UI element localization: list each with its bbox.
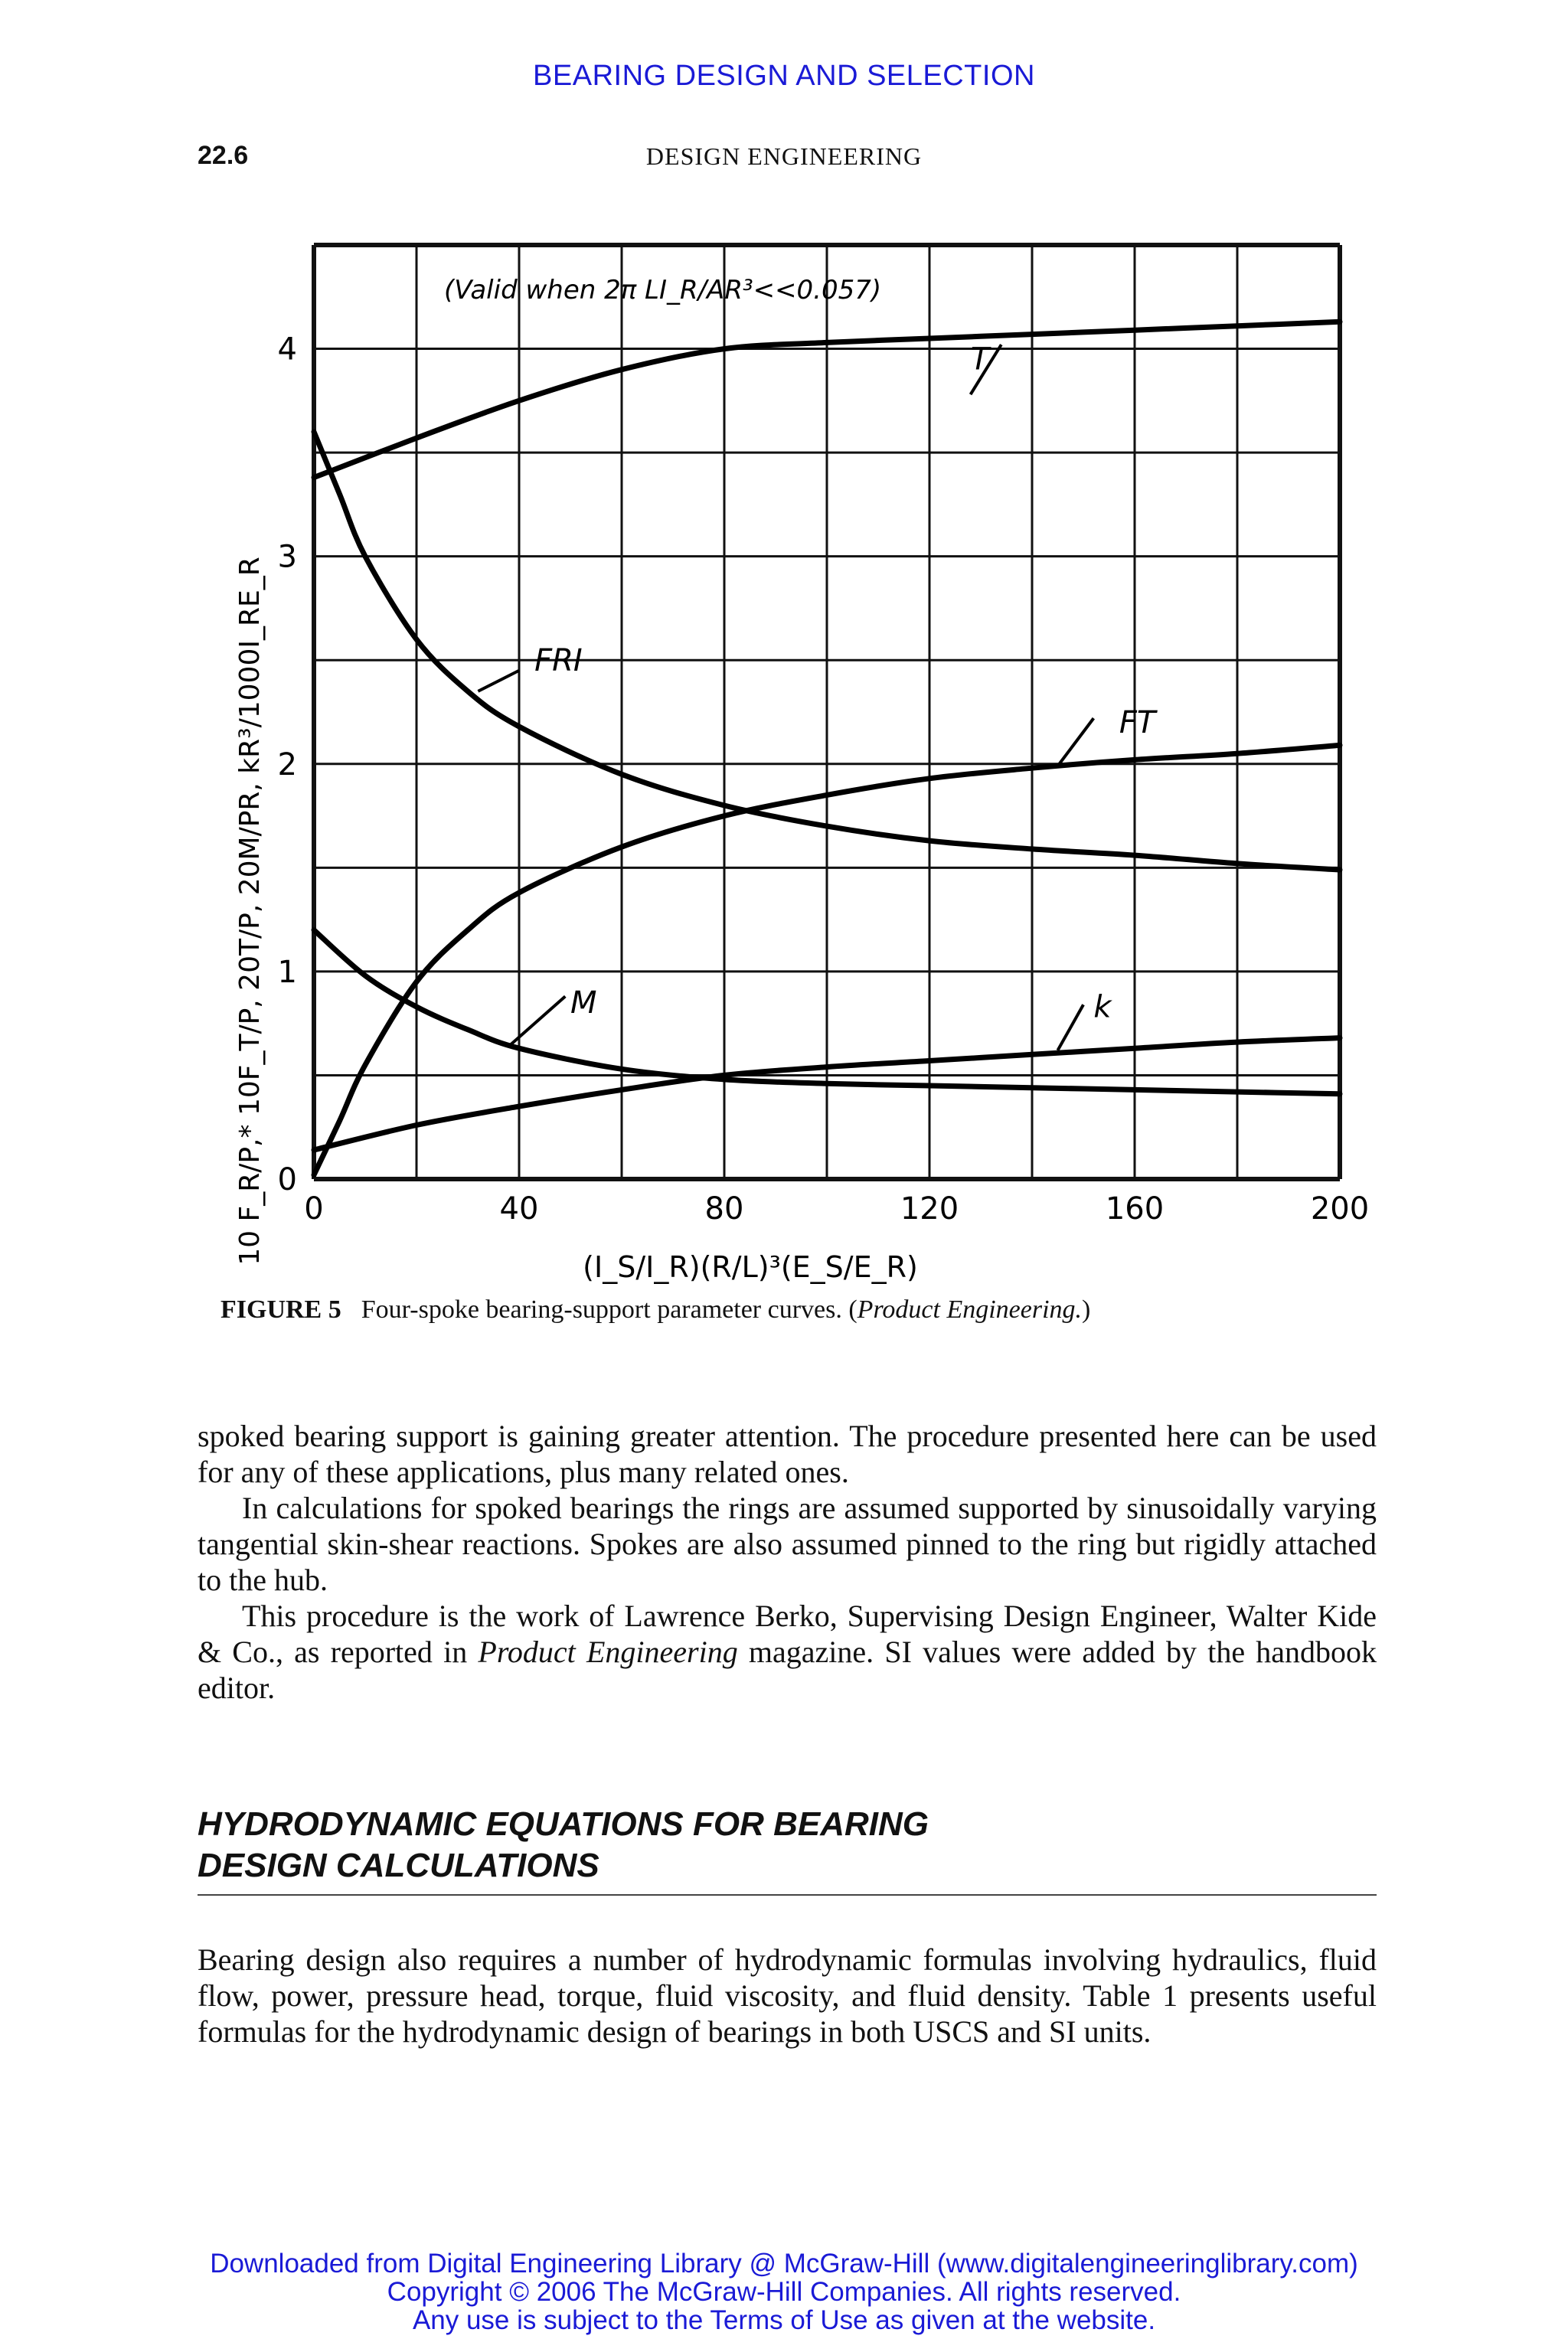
curve-label-f-ri: FRI — [534, 642, 583, 678]
footer — [0, 2249, 1568, 2334]
leader-line-f-t — [1058, 718, 1094, 766]
chart-grid — [314, 245, 1340, 1179]
body-text-upper — [198, 1418, 1377, 1706]
leader-line-f-ri — [478, 671, 519, 691]
figure-label: FIGURE 5 — [220, 1295, 341, 1324]
curve-labels — [478, 342, 1158, 1050]
figure-caption-end: ) — [1082, 1295, 1091, 1324]
body-text-lower — [198, 1942, 1377, 2050]
paragraph-3 — [198, 1598, 1377, 1706]
figure-caption-source: Product Engineering. — [857, 1295, 1083, 1324]
paragraph-4: Bearing design also requires a number of hydrodynamic formulas involving hydraulics, fluid flow, power, pressure head, torque, fluid viscosity, and fluid density. Table 1 presents useful formulas for the hydrodynamic design of bearings in both USCS and SI units. — [198, 1942, 1377, 2049]
paragraph-3-italic: Product Engineering — [478, 1635, 738, 1669]
running-title: BEARING DESIGN AND SELECTION — [533, 60, 1035, 92]
x-tick-label: 40 — [499, 1191, 539, 1227]
paragraph-3-start: This procedure is the work of Lawrence Berko, Supervising Design Engineer, Walter Kide & Co., as reported in — [198, 1599, 1377, 1669]
section-heading-line-1: HYDRODYNAMIC EQUATIONS FOR BEARING — [198, 1805, 929, 1843]
heading-rule — [198, 1894, 1377, 1896]
y-tick-label: 2 — [277, 746, 297, 782]
curve-label-f-t: FT — [1119, 705, 1156, 741]
y-tick-label: 1 — [277, 954, 297, 990]
page-number: 22.6 — [198, 141, 249, 170]
figure-caption — [220, 1295, 1090, 1325]
y-tick-label: 0 — [277, 1162, 297, 1197]
section-heading-line-2: DESIGN CALCULATIONS — [198, 1847, 599, 1884]
paragraph-2: In calculations for spoked bearings the rings are assumed supported by sinusoidally varying tangential skin-shear reactions. Spokes are also assumed pinned to the ring but rigidly attached to the hub. — [198, 1491, 1377, 1597]
footer-terms-line[interactable]: Any use is subject to the Terms of Use as given at the website. — [412, 2305, 1156, 2335]
curve-label-k: k — [1093, 989, 1112, 1025]
parameter-curves-chart — [214, 222, 1378, 1286]
y-tick-label: 3 — [277, 539, 297, 575]
paragraph-3-end: magazine. SI values were added by the handbook editor. — [198, 1635, 1377, 1705]
leader-line-k — [1058, 1004, 1084, 1050]
curve-label-t: T — [970, 341, 990, 377]
leader-line-m — [509, 996, 566, 1046]
paragraph-1: spoked bearing support is gaining greater attention. The procedure presented here can be used for any of these applications, plus many related ones. — [198, 1419, 1377, 1489]
x-axis-label: (I_S/I_R)(R/L)³(E_S/E_R) — [583, 1250, 918, 1284]
footer-download-line[interactable]: Downloaded from Digital Engineering Library @ McGraw-Hill (www.digitalengineeringlibrary.com) — [210, 2249, 1358, 2278]
y-tick-label: 4 — [277, 332, 297, 368]
section-header: DESIGN ENGINEERING — [645, 142, 923, 170]
x-tick-label: 0 — [304, 1191, 324, 1227]
x-tick-label: 120 — [900, 1191, 959, 1227]
footer-copyright-line: Copyright © 2006 The McGraw-Hill Companies. All rights reserved. — [387, 2277, 1181, 2307]
x-tick-label: 80 — [704, 1191, 744, 1227]
curve-label-m: M — [570, 985, 597, 1021]
x-tick-label: 160 — [1105, 1191, 1165, 1227]
section-heading — [198, 1804, 1377, 1886]
y-axis-label: 10 F_R/P,* 10F_T/P, 20T/P, 20M/PR, kR³/1000I_RE_R — [234, 557, 266, 1266]
figure-caption-text: Four-spoke bearing-support parameter curves. ( — [361, 1295, 858, 1324]
x-tick-label: 200 — [1310, 1191, 1370, 1227]
validity-annotation: (Valid when 2π LI_R/AR³<<0.057) — [444, 275, 882, 305]
